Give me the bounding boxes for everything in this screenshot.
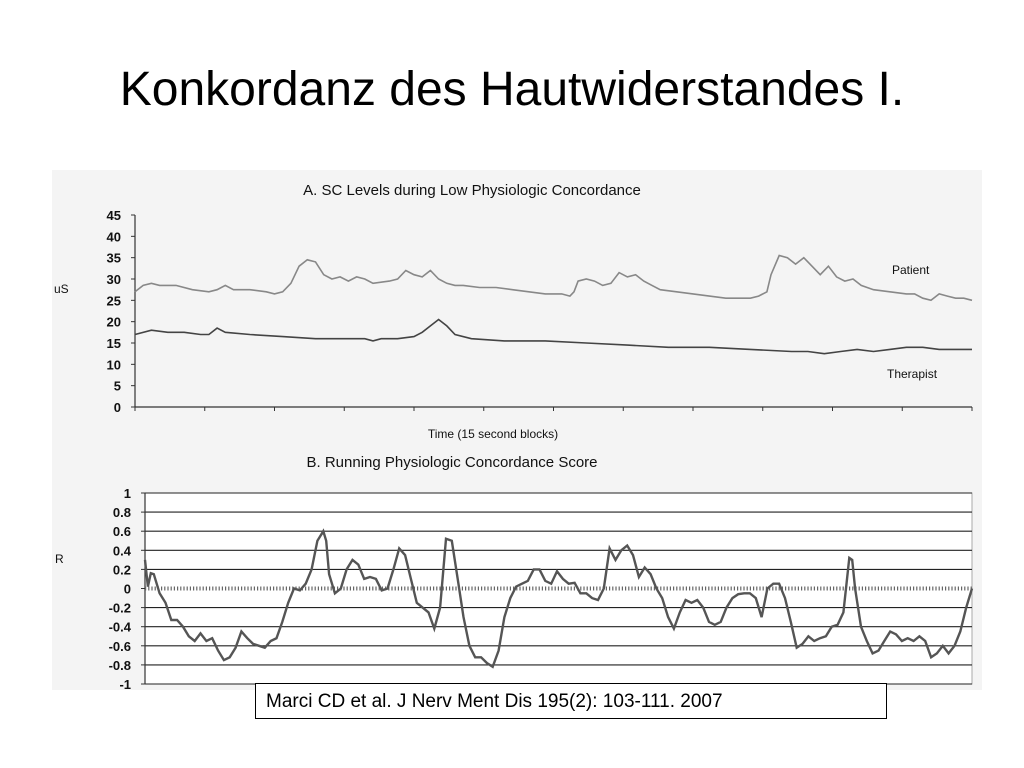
- chart-a-y-tick-label: 5: [113, 378, 121, 394]
- chart-a-y-tick-label: 45: [106, 208, 121, 223]
- chart-a-y-tick-label: 30: [106, 272, 121, 287]
- chart-b-y-tick-label: 0.4: [112, 543, 131, 559]
- chart-a-ylabel: uS: [54, 282, 69, 296]
- patient-series-line: [135, 256, 972, 301]
- chart-a-y-tick-label: 0: [113, 400, 121, 415]
- chart-a-y-tick-label: 25: [106, 293, 121, 309]
- chart-b-y-tick-label: -0.4: [108, 619, 131, 635]
- chart-b-y-tick-label: 0: [123, 581, 131, 597]
- chart-a-title: A. SC Levels during Low Physiologic Concordance: [303, 182, 641, 199]
- therapist-series-label: Therapist: [887, 367, 938, 381]
- chart-a-x-ticks: [135, 407, 972, 411]
- patient-series-label: Patient: [892, 263, 930, 277]
- slide-title: Konkordanz des Hautwiderstandes I.: [119, 63, 905, 116]
- therapist-series-line: [135, 320, 972, 354]
- chart-b-y-tick-label: -1: [119, 677, 131, 690]
- chart-a-xlabel: Time (15 second blocks): [427, 427, 559, 441]
- chart-b-y-tick-label: 0.2: [112, 562, 131, 578]
- chart-b-ylabel: R: [55, 552, 64, 566]
- chart-a-y-tick-label: 35: [106, 250, 121, 266]
- citation-box: Marci CD et al. J Nerv Ment Dis 195(2): 103-111. 2007: [255, 683, 887, 719]
- chart-b-y-tick-label: -0.8: [108, 657, 131, 673]
- chart-b-title: B. Running Physiologic Concordance Score: [306, 454, 598, 471]
- chart-b-y-ticks: [109, 486, 145, 690]
- chart-b-y-tick-label: 0.6: [112, 524, 131, 540]
- chart-b-y-tick-label: 0.8: [112, 505, 131, 521]
- chart-a-y-tick-label: 40: [106, 229, 121, 245]
- chart-a-y-ticks: [107, 208, 135, 415]
- chart-b-y-tick-label: -0.6: [108, 638, 131, 654]
- chart-a-y-tick-label: 10: [106, 357, 121, 373]
- charts-svg: [52, 170, 982, 690]
- chart-b-y-tick-label: 1: [123, 486, 131, 501]
- figure: [52, 170, 982, 690]
- chart-a-y-tick-label: 20: [106, 314, 121, 330]
- chart-a-y-tick-label: 15: [106, 336, 121, 351]
- chart-b-y-tick-label: -0.2: [108, 600, 131, 616]
